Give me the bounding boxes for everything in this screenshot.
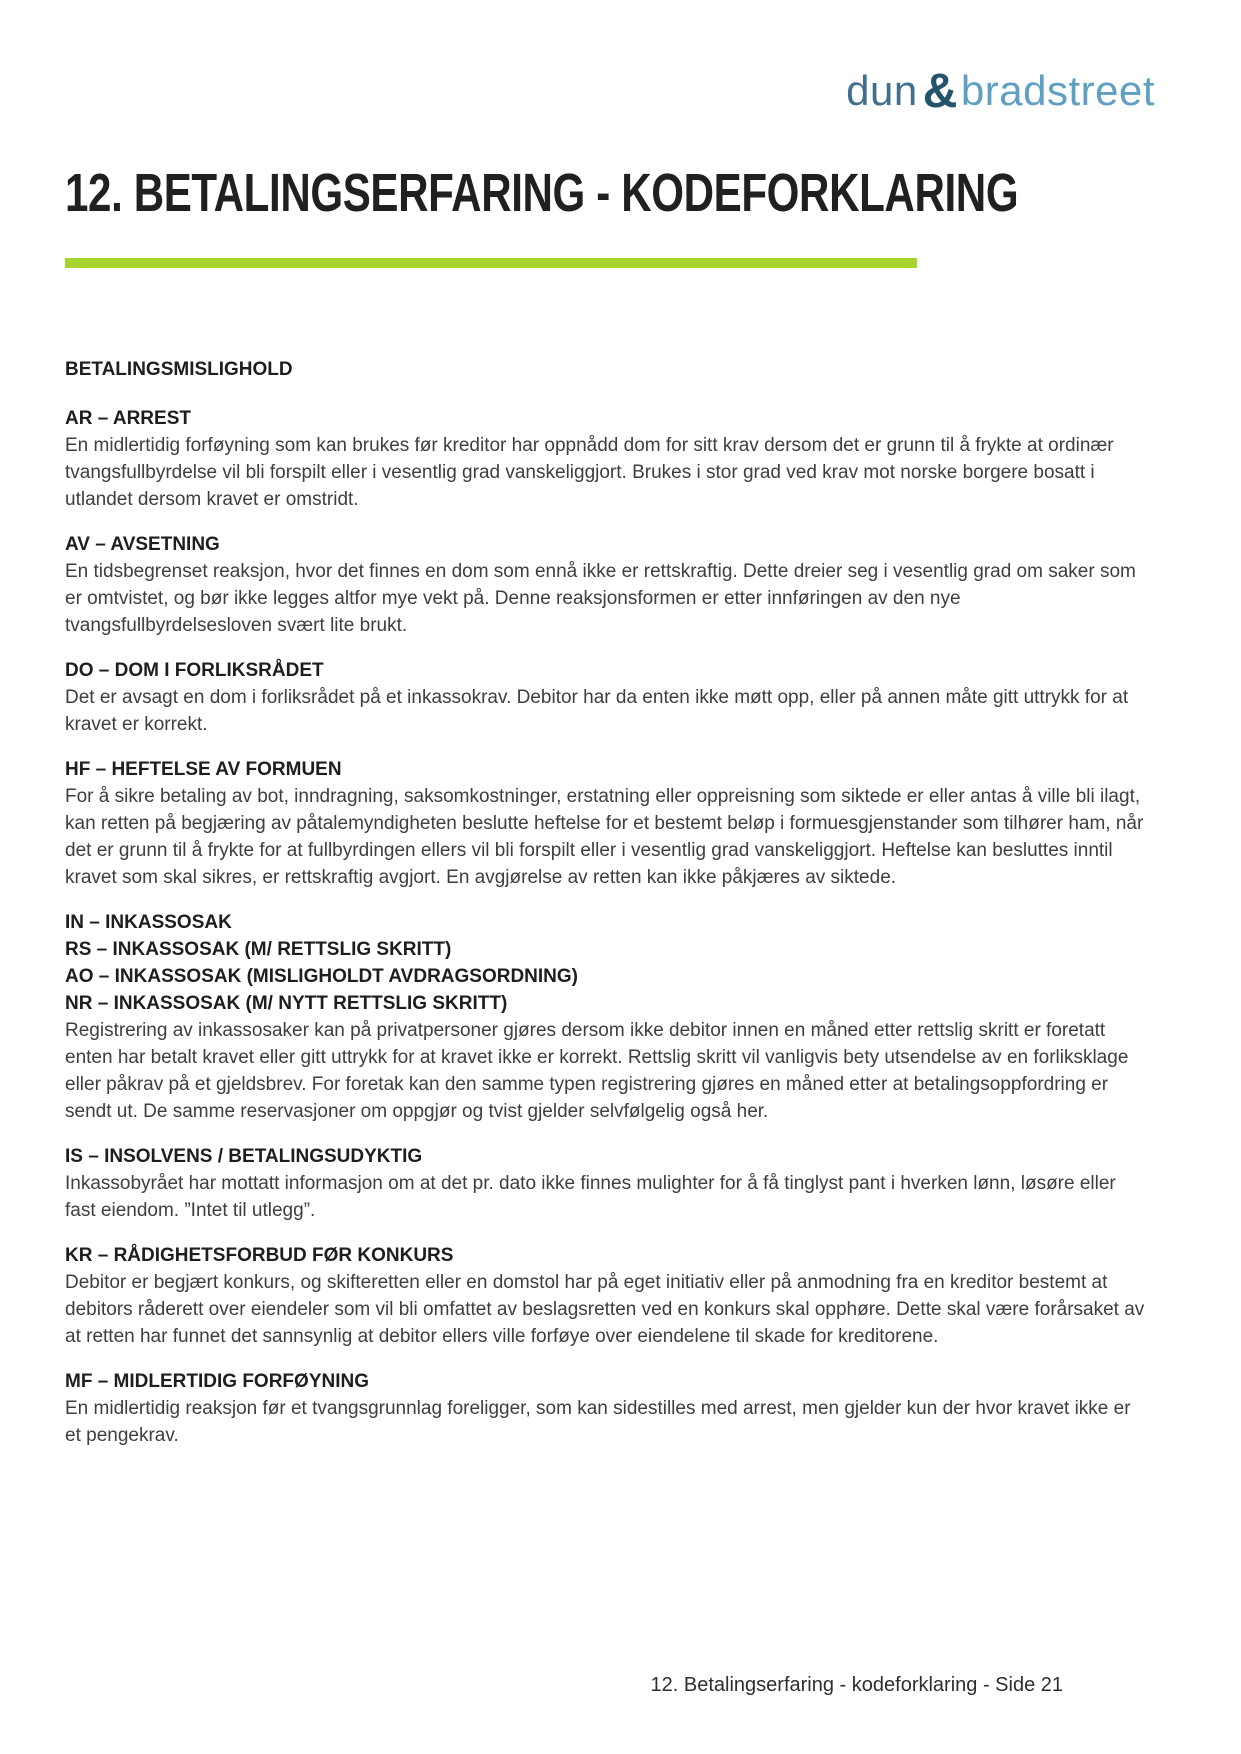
logo-text-bradstreet: bradstreet [960,67,1155,114]
title-accent-rule [65,258,917,268]
page-title-text: 12. BETALINGSERFARING - KODEFORKLARING [65,163,1019,223]
code-entry [65,531,1145,639]
code-description: En midlertidig forføyning som kan brukes før kreditor har oppnådd dom for sitt krav dersom det er grunn til å frykte at ordinær tvangsfullbyrdelse vil bli forspilt eller i vesentlig grad vanskeliggjort. Brukes i stor grad ved krav mot norske borgere bosatt i utlandet dersom kravet er omstridt. [65,435,1114,510]
code-entry [65,1242,1145,1350]
code-entries [65,405,1145,1449]
code-heading: HF – HEFTELSE AV FORMUEN [65,759,342,780]
code-description: Registrering av inkassosaker kan på privatpersoner gjøres dersom ikke debitor innen en måned etter rettslig skritt er foretatt enten har betalt kravet eller gitt uttrykk for at kravet ikke er korrekt. Rettslig skritt vil vanligvis bety utsendelse av en forliksklage eller påkrav på et gjeldsbrev. For foretak kan den samme typen registrering gjøres en måned etter at betalingsoppfordring er sendt ut. De samme reservasjoner om oppgjør og tvist gjelder selvfølgelig også her. [65,1020,1129,1122]
code-heading: NR – INKASSOSAK (M/ NYTT RETTSLIG SKRITT) [65,993,508,1014]
code-heading: AO – INKASSOSAK (MISLIGHOLDT AVDRAGSORDNING) [65,966,579,987]
code-entry [65,657,1145,738]
code-entry [65,1368,1145,1449]
logo-text-dun: dun [846,67,918,114]
code-heading: MF – MIDLERTIDIG FORFØYNING [65,1371,369,1392]
code-description: Inkassobyrået har mottatt informasjon om at det pr. dato ikke finnes mulighter for å få tinglyst pant i hverken lønn, løsøre eller fast eiendom. ”Intet til utlegg”. [65,1173,1116,1221]
code-description: En midlertidig reaksjon før et tvangsgrunnlag foreligger, som kan sidestilles med arrest, men gjelder kun der hvor kravet ikke er et pengekrav. [65,1398,1131,1446]
code-description: Debitor er begjært konkurs, og skifteretten eller en domstol har på eget initiativ eller på anmodning fra en kreditor bestemt at debitors råderett over eiendeler som vil bli omfattet av beslagsretten ved en konkurs skal opphøre. Dette skal være forårsaket av at retten har funnet det sannsynlig at debitor ellers ville forføye over eiendelene til skade for kreditorene. [65,1272,1145,1347]
code-heading: RS – INKASSOSAK (M/ RETTSLIG SKRITT) [65,939,452,960]
code-description: En tidsbegrenset reaksjon, hvor det finnes en dom som ennå ikke er rettskraftig. Dette dreier seg i vesentlig grad om saker som er omtvistet, og bør ikke legges altfor mye vekt på. Denne reaksjonsformen er etter innføringen av den nye tvangsfullbyrdelsesloven svært lite brukt. [65,561,1136,636]
content-column [65,356,1145,1467]
code-heading: IS – INSOLVENS / BETALINGSUDYKTIG [65,1146,423,1167]
code-entry [65,909,1145,1125]
code-description: Det er avsagt en dom i forliksrådet på et inkassokrav. Debitor har da enten ikke møtt opp, eller på annen måte gitt uttrykk for at kravet er korrekt. [65,687,1129,735]
code-entry [65,756,1145,891]
code-heading: DO – DOM I FORLIKSRÅDET [65,660,324,681]
code-description: For å sikre betaling av bot, inndragning, saksomkostninger, erstatning eller oppreisning som siktede er eller antas å ville bli ilagt, kan retten på begjæring av påtalemyndigheten beslutte heftelse for et bestemt beløp i formuesgjenstander som tilhører ham, når det er grunn til å frykte for at fullbyrdingen ellers vil bli forspilt eller i vesentlig grad vanskeliggjort. Heftelse kan besluttes inntil kravet som skal sikres, er rettskraftig avgjort. En avgjørelse av retten kan ikke påkjæres av siktede. [65,786,1144,888]
logo-ampersand-icon: & [922,65,958,118]
section-label: BETALINGSMISLIGHOLD [65,359,293,380]
code-heading: IN – INKASSOSAK [65,912,232,933]
code-heading: AR – ARREST [65,408,191,429]
code-entry [65,1143,1145,1224]
page-footer: 12. Betalingserfaring - kodeforklaring - Side 21 [650,1674,1063,1696]
code-entry [65,405,1145,513]
page-title [65,162,1241,224]
code-heading: AV – AVSETNING [65,534,220,555]
code-heading: KR – RÅDIGHETSFORBUD FØR KONKURS [65,1245,454,1266]
dun-bradstreet-logo [846,65,1155,118]
